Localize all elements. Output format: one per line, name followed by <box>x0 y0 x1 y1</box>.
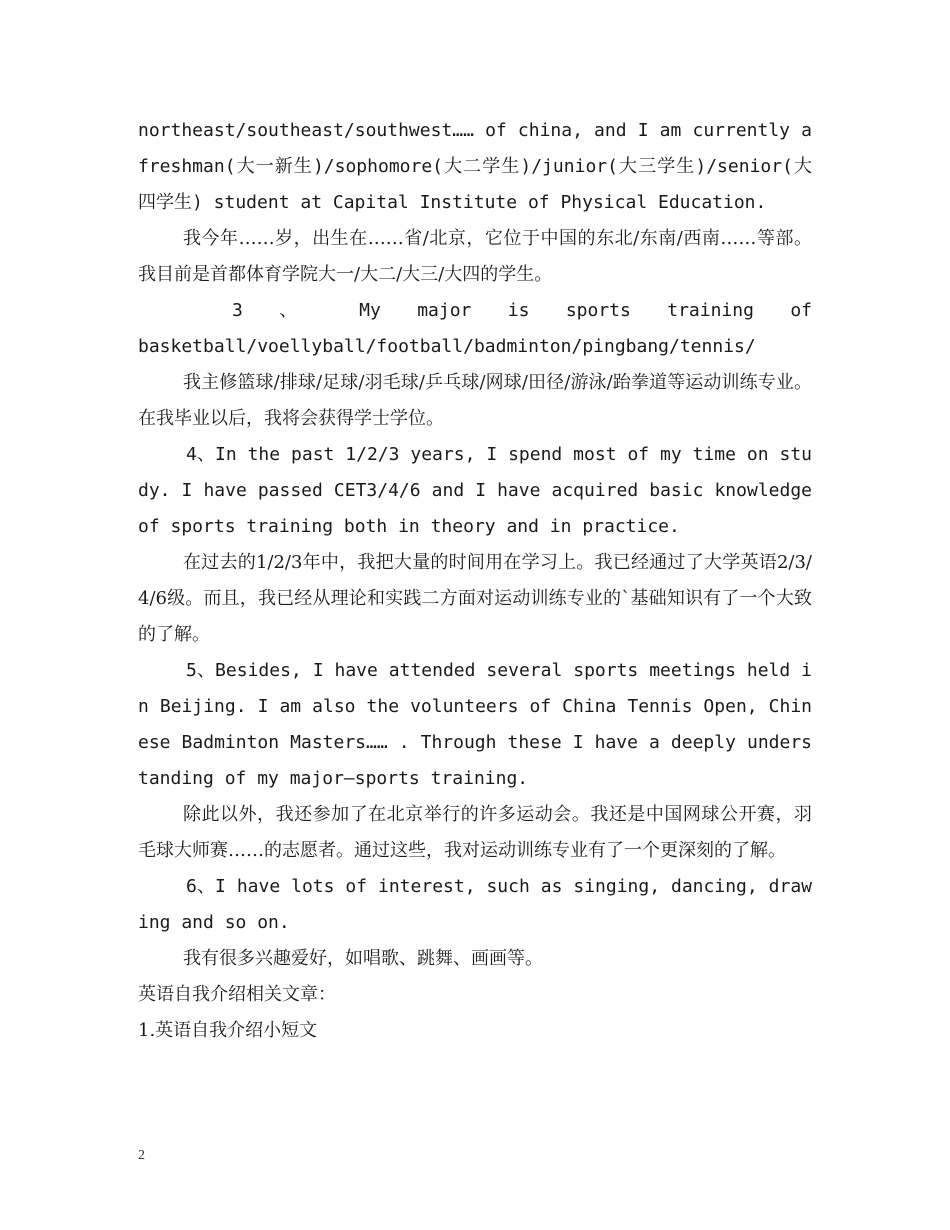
page-number: 2 <box>138 1148 145 1163</box>
paragraph-major-en-line2: basketball/voellyball/football/badminton/pingbang/tennis/ <box>138 336 756 357</box>
related-article-link[interactable]: 1.英语自我介绍小短文 <box>138 1020 318 1041</box>
paragraph-interests-zh: 我有很多兴趣爱好，如唱歌、跳舞、画画等。 <box>183 948 543 969</box>
related-articles-heading: 英语自我介绍相关文章： <box>138 984 336 1005</box>
paragraph-study-en: 4、In the past 1/2/3 years, I spend most of my time on study. I have passed CET3/4/6 and I have acquired basic knowledge of sports training both in theory and in practice. <box>138 444 812 537</box>
paragraph-origin-zh: 我今年……岁，出生在……省/北京，它位于中国的东北/东南/西南……等部。我目前是首都体育学院大一/大二/大三/大四的学生。 <box>138 228 812 285</box>
paragraph-major-en-line1: 3 、 My major is sports training of <box>232 300 812 321</box>
paragraph-major-zh: 我主修篮球/排球/足球/羽毛球/乒乓球/网球/田径/游泳/跆拳道等运动训练专业。在我毕业以后，我将会获得学士学位。 <box>138 372 812 429</box>
document-body <box>138 113 812 1049</box>
paragraph-activities-en: 5、Besides, I have attended several sports meetings held in Beijing. I am also the volunteers of China Tennis Open, Chinese Badminton Masters…… . Through these I have a deeply understanding of my major—sports training. <box>138 660 812 789</box>
paragraph-study-zh: 在过去的1/2/3年中，我把大量的时间用在学习上。我已经通过了大学英语2/3/4/6级。而且，我已经从理论和实践二方面对运动训练专业的`基础知识有了一个大致的了解。 <box>138 552 812 645</box>
paragraph-activities-zh: 除此以外，我还参加了在北京举行的许多运动会。我还是中国网球公开赛，羽毛球大师赛……的志愿者。通过这些，我对运动训练专业有了一个更深刻的了解。 <box>138 804 812 861</box>
paragraph-origin-en: northeast/southeast/southwest…… of china, and I am currently a freshman(大一新生)/sophomore(大二学生)/junior(大三学生)/senior(大四学生) student at Capital Institute of Physical Education. <box>138 120 812 213</box>
paragraph-interests-en: 6、I have lots of interest, such as singing, dancing, drawing and so on. <box>138 876 812 933</box>
